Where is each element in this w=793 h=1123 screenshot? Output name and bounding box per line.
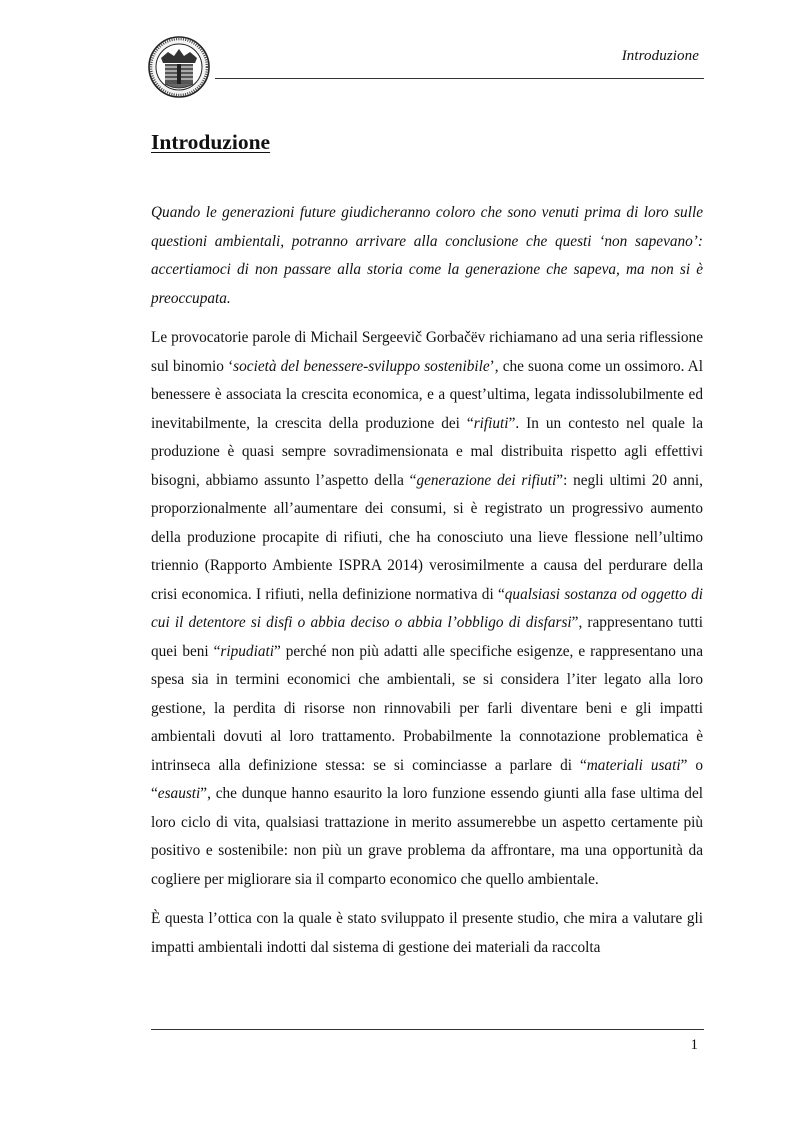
paragraph-text: ”: negli ultimi 20 anni, proporzionalmente all’aumentare dei consumi, si è registrato un progressivo aumento della produzione procapite di rifiuti, che ha conosciuto una lieve flessione nell’ultimo triennio (Rapporto Ambiente ISPRA 2014) verosimilmente a causa del perdurare della crisi economica. [151, 471, 703, 603]
header-rule [215, 78, 704, 79]
epigraph-quote: Quando le generazioni future giudicheranno coloro che sono venuti prima di loro sulle questioni ambientali, potranno arrivare alla conclusione che questi ‘non sapevano’: accertiamoci di non passare alla storia come la generazione che sapeva, ma non si è preoccupata. [151, 204, 703, 307]
paragraph-text: ”, rappresentano tutti quei beni “ [151, 614, 704, 660]
emphasis-text: qualsiasi sostanza od oggetto di cui il detentore si disfi o abbia deciso o abbia l’obbligo di disfarsi [151, 585, 703, 631]
running-header-title: Introduzione [621, 48, 699, 64]
page-number: 1 [690, 1037, 698, 1053]
paragraph-gorbachev [151, 324, 703, 894]
paragraph-text: ”. In un contesto nel quale la produzione è quasi sempre sovradimensionata e mal distribuita rispetto agli effettivi bisogni, abbiamo assunto l’aspetto della “ [151, 414, 703, 489]
footer-rule [151, 1029, 704, 1030]
chapter-title: Introduzione [151, 130, 271, 154]
paragraph-text: I rifiuti, nella definizione normativa di “ [256, 585, 505, 603]
paragraph-study-aim: È questa l’ottica con la quale è stato sviluppato il presente studio, che mira a valutare gli impatti ambientali indotti dal sistema di gestione dei materiali da raccolta [151, 910, 703, 956]
emphasis-text: generazione dei rifiuti [416, 471, 557, 489]
emphasis-text: ripudiati [220, 642, 274, 660]
emphasis-text: società del benessere-sviluppo sostenibile [233, 357, 490, 375]
body-text [151, 199, 703, 962]
emphasis-text: materiali usati [586, 756, 681, 774]
paragraph-text: ” perché non più adatti alle specifiche esigenze, e rappresentano una spesa sia in termini economici che ambientali, se si considera l’iter legato alla loro gestione, la perdita di risorse non rinnovabili per farli diventare beni e gli impatti ambientali dovuti al loro trattamento. Probabilmente la connotazione problematica è intrinseca alla definizione stessa: se si cominciasse a parlare di “ [151, 642, 703, 774]
paragraph-text: ”, che dunque hanno esaurito la loro funzione essendo giunti alla fase ultima del loro ciclo di vita, qualsiasi trattazione in merito assumerebbe un aspetto certamente più positivo e sostenibile: non più un grave problema da affrontare, ma una opportunità da cogliere per migliorare sia il comparto economico che quello ambientale. [151, 785, 703, 888]
paragraph-text: Le provocatorie parole di Michail Sergeevič Gorbačëv richiamano ad una seria riflessione sul binomio ‘ [151, 329, 703, 375]
paragraph-text: ” o “ [151, 756, 703, 802]
university-seal-icon [148, 36, 210, 98]
emphasis-text: rifiuti [473, 414, 509, 432]
paragraph-text: ’, che suona come un ossimoro. Al benessere è associata la crescita economica, e a quest’ultima, legata indissolubilmente ed inevitabilmente, la crescita della produzione dei “ [151, 357, 703, 432]
emphasis-text: esausti [157, 785, 201, 802]
